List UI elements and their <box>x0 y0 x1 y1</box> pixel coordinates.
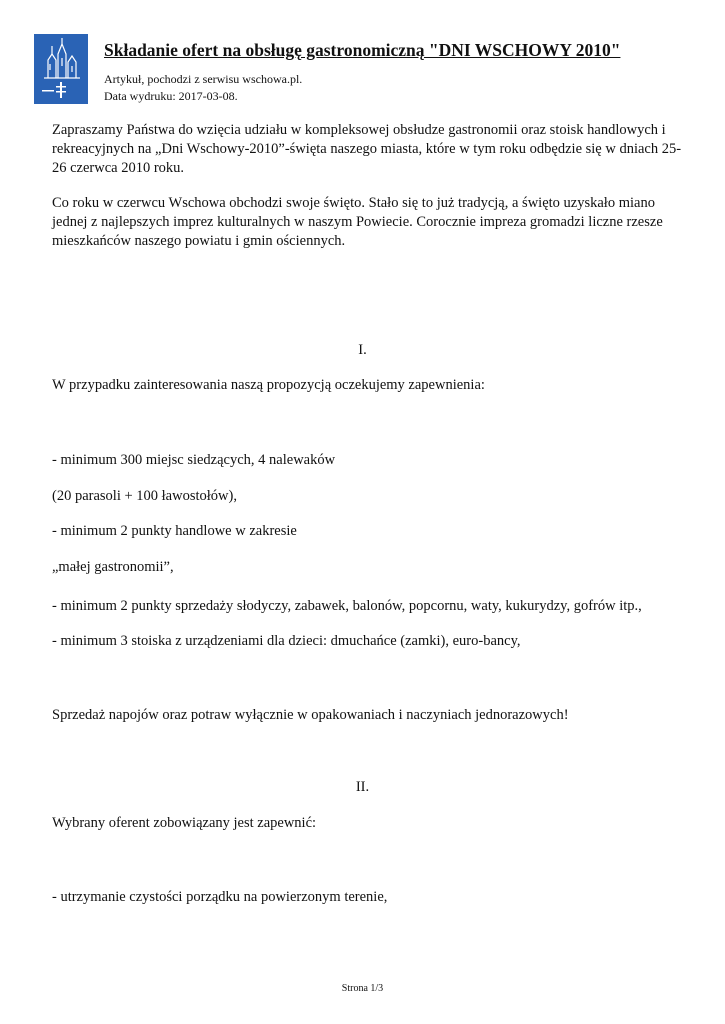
list-item: - minimum 2 punkty handlowe w zakresie <box>52 523 297 539</box>
list-item: „małej gastronomii”, <box>52 559 174 575</box>
disposables-note: Sprzedaż napojów oraz potraw wyłącznie w opakowaniach i naczyniach jednorazowych! <box>52 707 569 723</box>
list-item: (20 parasoli + 100 ławostołów), <box>52 488 237 504</box>
section-2-lead: Wybrany oferent zobowiązany jest zapewnić: <box>52 815 317 831</box>
section-1-lead: W przypadku zainteresowania naszą propozycją oczekujemy zapewnienia: <box>52 377 485 393</box>
print-date: Data wydruku: 2017-03-08. <box>104 89 238 103</box>
article-source: Artykuł, pochodzi z serwisu wschowa.pl. <box>104 72 303 86</box>
article-title: Składanie ofert na obsługę gastronomiczną "DNI WSCHOWY 2010" <box>104 40 621 60</box>
list-item: - minimum 2 punkty sprzedaży słodyczy, zabawek, balonów, popcornu, waty, kukurydzy, gofrów itp., <box>52 598 642 614</box>
town-church-logo-icon <box>34 34 88 104</box>
intro-paragraph: Zapraszamy Państwa do wzięcia udziału w kompleksowej obsłudze gastronomii oraz stoisk handlowych i rekreacyjnych na „Dni Wschowy-2010”-święta naszego miasta, które w tym roku odbędzie się w dniach 25-26 czerwca 2010 roku. <box>52 122 682 176</box>
list-item: - minimum 300 miejsc siedzących, 4 nalewaków <box>52 452 336 468</box>
section-heading-2: II. <box>355 779 370 795</box>
section-heading-1: I. <box>358 342 367 358</box>
page-number: Strona 1/3 <box>341 983 384 994</box>
list-item: - utrzymanie czystości porządku na powierzonym terenie, <box>52 889 388 905</box>
list-item: - minimum 3 stoiska z urządzeniami dla dzieci: dmuchańce (zamki), euro-bancy, <box>52 633 521 649</box>
history-paragraph: Co roku w czerwcu Wschowa obchodzi swoje święto. Stało się to już tradycją, a święto uzyskało miano jednej z najlepszych imprez kulturalnych w naszym Powiecie. Corocznie impreza gromadzi liczne rzesze mieszkańców naszego powiatu i gmin ościennych. <box>52 195 663 249</box>
